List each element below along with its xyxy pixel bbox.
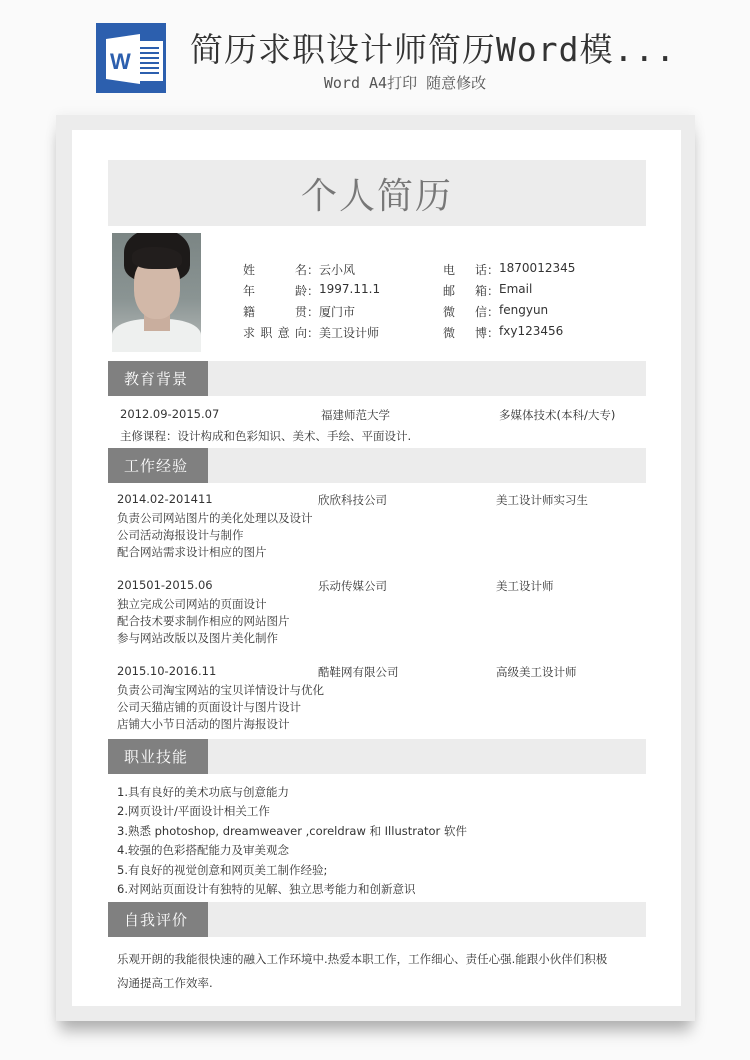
portrait-photo — [112, 233, 201, 352]
education-major: 多媒体技术(本科/大专) — [499, 408, 616, 422]
phone-value: 1870012345 — [499, 261, 576, 275]
banner — [0, 0, 750, 110]
work-header-label: 工作经验 — [108, 448, 208, 483]
name-value: 云小风 — [319, 263, 356, 277]
info-wechat: 微信 ： fengyun — [443, 303, 549, 319]
info-weibo: 微博 ： fxy123456 — [443, 324, 564, 340]
email-value: Email — [499, 282, 533, 296]
w-letter-icon: W — [110, 49, 131, 74]
resume-title: 个人简历 — [108, 160, 646, 226]
wechat-value: fengyun — [499, 303, 549, 317]
banner-subtitle: Word A4打印 随意修改 — [323, 74, 487, 92]
job-period: 2015.10-2016.11 — [117, 664, 217, 678]
education-section-header — [108, 361, 646, 396]
document-frame — [56, 115, 695, 1021]
self-evaluation-text: 乐观开朗的我能很快速的融入工作环境中.热爱本职工作，工作细心、责任心强.能跟小伙伴们积极 — [117, 952, 608, 966]
resume-page — [72, 130, 681, 1006]
education-header-label: 教育背景 — [108, 361, 208, 396]
education-courses: 主修课程：设计构成和色彩知识、美术、手绘、平面设计. — [120, 429, 412, 443]
job-duty: 店铺大小节日活动的图片海报设计 — [117, 717, 290, 731]
info-email: 邮箱 ： Email — [443, 282, 533, 298]
job-duty: 公司天猫店铺的页面设计与图片设计 — [117, 700, 301, 714]
job-company: 酷鞋网有限公司 — [318, 665, 399, 679]
objective-value: 美工设计师 — [319, 326, 380, 340]
skill-item: 5.有良好的视觉创意和网页美工制作经验; — [117, 863, 328, 877]
job-company: 欣欣科技公司 — [318, 493, 387, 507]
info-phone: 电话 ： 1870012345 — [443, 261, 576, 277]
skill-item: 4.较强的色彩搭配能力及审美观念 — [117, 843, 289, 857]
work-section-header — [108, 448, 646, 483]
job-period: 201501-2015.06 — [117, 578, 213, 592]
job-duty: 配合网站需求设计相应的图片 — [117, 545, 267, 559]
job-duty: 公司活动海报设计与制作 — [117, 528, 244, 542]
job-duty: 参与网站改版以及图片美化制作 — [117, 631, 278, 645]
skill-item: 3.熟悉 photoshop, dreamweaver ,coreldraw 和 Illustrator 软件 — [117, 824, 467, 838]
info-age: 年龄 ： 1997.11.1 — [243, 282, 381, 298]
job-position: 高级美工设计师 — [496, 665, 577, 679]
job-duty: 独立完成公司网站的页面设计 — [117, 597, 267, 611]
skills-section-header — [108, 739, 646, 774]
job-duty: 负责公司网站图片的美化处理以及设计 — [117, 511, 313, 525]
banner-title: 简历求职设计师简历Word模... — [190, 30, 677, 69]
self-evaluation-header-label: 自我评价 — [108, 902, 208, 937]
info-hometown: 籍贯 ： 厦门市 — [243, 305, 356, 319]
job-period: 2014.02-201411 — [117, 492, 213, 506]
info-objective: 求职意向 ： 美工设计师 — [243, 326, 380, 340]
job-position: 美工设计师 — [496, 579, 554, 593]
job-duty: 负责公司淘宝网站的宝贝详情设计与优化 — [117, 683, 324, 697]
skill-item: 1.具有良好的美术功底与创意能力 — [117, 785, 289, 799]
self-evaluation-text: 沟通提高工作效率. — [117, 976, 213, 990]
skills-header-label: 职业技能 — [108, 739, 208, 774]
age-value: 1997.11.1 — [319, 282, 381, 296]
job-company: 乐动传媒公司 — [318, 579, 387, 593]
job-position: 美工设计师实习生 — [496, 493, 588, 507]
info-name: 姓名 ： 云小风 — [243, 263, 356, 277]
self-evaluation-section-header — [108, 902, 646, 937]
skill-item: 2.网页设计/平面设计相关工作 — [117, 804, 270, 818]
skill-item: 6.对网站页面设计有独特的见解、独立思考能力和创新意识 — [117, 882, 416, 896]
weibo-value: fxy123456 — [499, 324, 564, 338]
education-period: 2012.09-2015.07 — [120, 407, 220, 421]
education-school: 福建师范大学 — [321, 408, 390, 422]
job-duty: 配合技术要求制作相应的网站图片 — [117, 614, 290, 628]
hometown-value: 厦门市 — [319, 305, 356, 319]
